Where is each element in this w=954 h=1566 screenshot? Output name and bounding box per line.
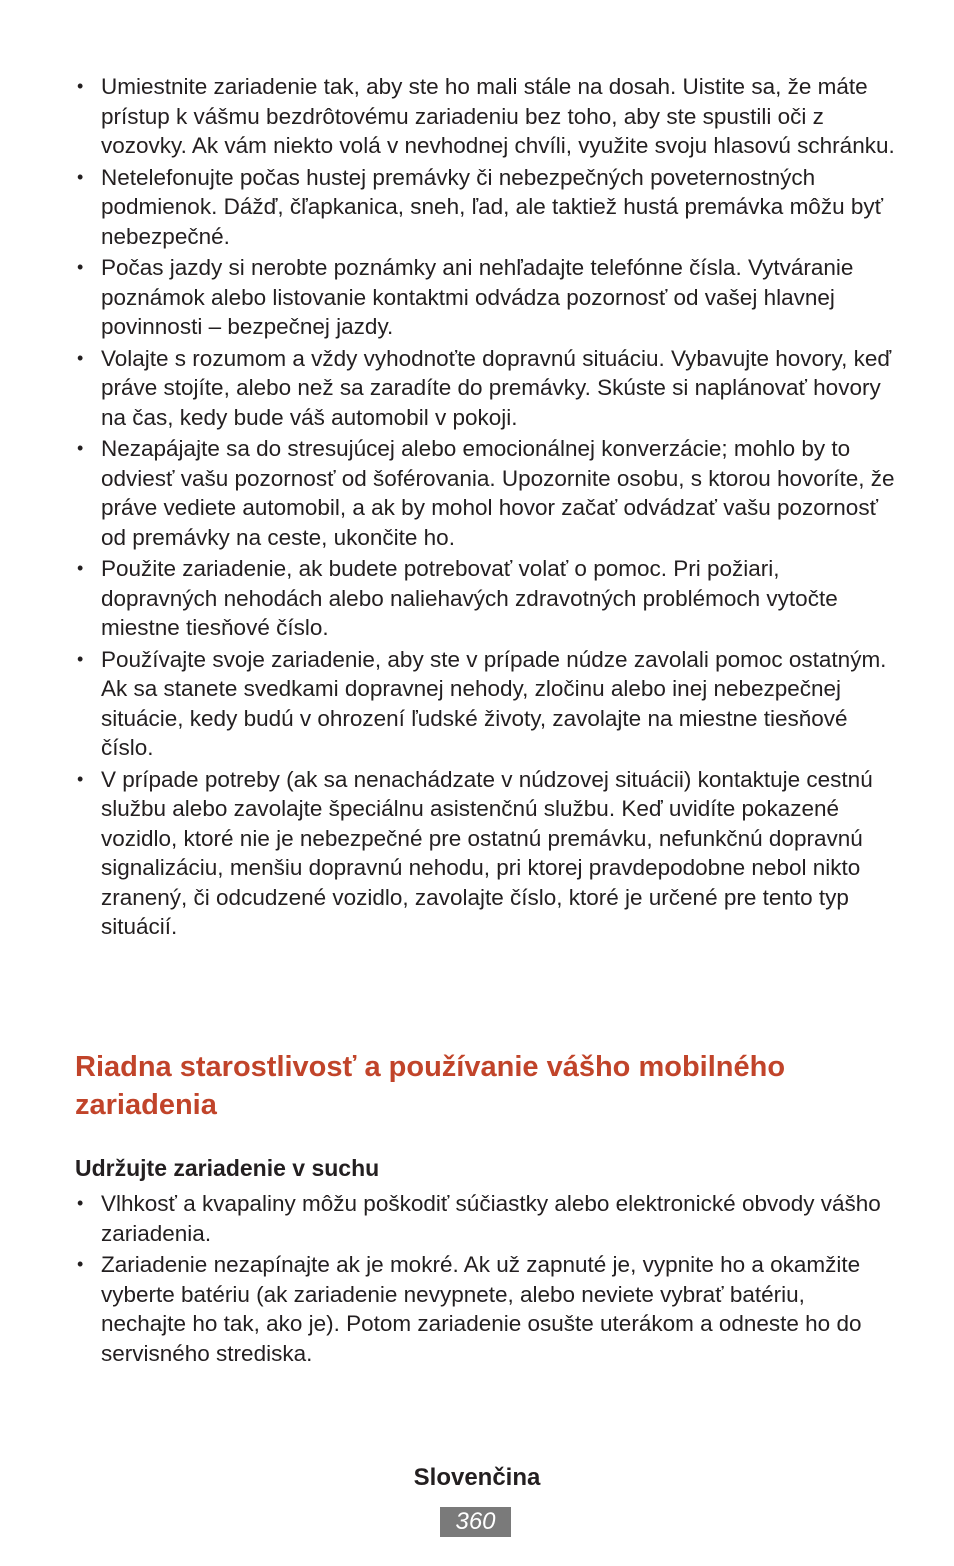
list-item-text: V prípade potreby (ak sa nenachádzate v núdzovej situácii) kontaktuje cestnú službu alebo zavolajte špeciálnu asistenčnú službu. Keď uvidíte pokazené vozidlo, ktoré nie je nebezpečné pre ostatnú premávku, nefunkčnú dopravnú signalizáciu, menšiu dopravnú nehodu, pri ktorej pravdepodobne nebol nikto zranený, či odcudzené vozidlo, zavolajte číslo, ktoré je určené pre tento typ situácií. bbox=[101, 766, 873, 939]
bullet-icon: • bbox=[77, 768, 84, 789]
list-item bbox=[75, 344, 895, 433]
list-item-text: Používajte svoje zariadenie, aby ste v prípade núdze zavolali pomoc ostatným. Ak sa stanete svedkami dopravnej nehody, zločinu alebo inej nebezpečnej situácie, kedy budú v ohrození ľudské životy, zavolajte na miestne tiesňové číslo. bbox=[101, 646, 887, 760]
section-heading: Riadna starostlivosť a používanie vášho mobilného zariadenia bbox=[75, 1051, 786, 1121]
driving-safety-list bbox=[75, 72, 895, 944]
list-item-text: Netelefonujte počas hustej premávky či nebezpečných poveternostných podmienok. Dážď, čľapkanica, sneh, ľad, ale taktiež hustá premávka môžu byť nebezpečné. bbox=[101, 164, 884, 249]
list-item-text: Vlhkosť a kvapaliny môžu poškodiť súčiastky alebo elektronické obvody vášho zariadenia. bbox=[101, 1191, 881, 1246]
list-item bbox=[75, 434, 895, 552]
list-item bbox=[75, 765, 895, 942]
bullet-icon: • bbox=[77, 558, 84, 578]
list-item-text: Nezapájajte sa do stresujúcej alebo emocionálnej konverzácie; mohlo by to odviesť vašu pozornosť od šoférovania. Upozornite osobu, s ktorou hovoríte, že práve vediete automobil, a ak by mohol hovor začať odvádzať vašu pozornosť od premávky na ceste, ukončite ho. bbox=[101, 436, 895, 550]
bullet-icon: • bbox=[77, 1193, 84, 1213]
list-item bbox=[75, 163, 895, 252]
bullet-icon: • bbox=[77, 347, 84, 368]
list-item bbox=[75, 554, 895, 643]
list-item-text: Volajte s rozumom a vždy vyhodnoťte dopravnú situáciu. Vybavujte hovory, keď práve stojíte, alebo než sa zaradíte do premávky. Skúste si naplánovať hovory na čas, kedy bude váš automobil v pokoji. bbox=[101, 345, 892, 430]
bullet-icon: • bbox=[77, 438, 84, 458]
page-number-badge: 360 bbox=[440, 1507, 511, 1537]
bullet-icon: • bbox=[77, 76, 84, 96]
bullet-icon: • bbox=[77, 166, 84, 187]
list-item-text: Zariadenie nezapínajte ak je mokré. Ak už zapnuté je, vypnite ho a okamžite vyberte batériu (ak zariadenie nevypnete, alebo neviete vybrať batériu, nechajte ho tak, ako je). Potom zariadenie osušte uterákom a odneste ho do servisného strediska. bbox=[101, 1252, 862, 1366]
list-item-text: Počas jazdy si nerobte poznámky ani nehľadajte telefónne čísla. Vytváranie poznámok alebo listovanie kontaktmi odvádza pozornosť od vašej hlavnej povinnosti – bezpečnej jazdy. bbox=[101, 255, 854, 339]
list-item bbox=[75, 1189, 895, 1248]
list-item-text: Použite zariadenie, ak budete potrebovať volať o pomoc. Pri požiari, dopravných nehodách alebo naliehavých zdravotných problémoch vytočte miestne tiesňové číslo. bbox=[101, 556, 838, 640]
footer-language-label: Slovenčina bbox=[413, 1464, 541, 1491]
list-item-text: Umiestnite zariadenie tak, aby ste ho mali stále na dosah. Uistite sa, že máte prístup k vášmu bezdrôtovému zariadeniu bez toho, aby ste spustili oči z vozovky. Ak vám niekto volá v nevhodnej chvíli, využite svoju hlasovú schránku. bbox=[101, 74, 895, 158]
keep-dry-list bbox=[75, 1189, 895, 1370]
bullet-icon: • bbox=[77, 1254, 84, 1274]
list-item bbox=[75, 1250, 895, 1368]
list-item bbox=[75, 645, 895, 763]
subsection-heading: Udržujte zariadenie v suchu bbox=[75, 1155, 380, 1181]
list-item bbox=[75, 253, 895, 342]
list-item bbox=[75, 72, 895, 161]
bullet-icon: • bbox=[77, 257, 84, 277]
bullet-icon: • bbox=[77, 648, 84, 669]
